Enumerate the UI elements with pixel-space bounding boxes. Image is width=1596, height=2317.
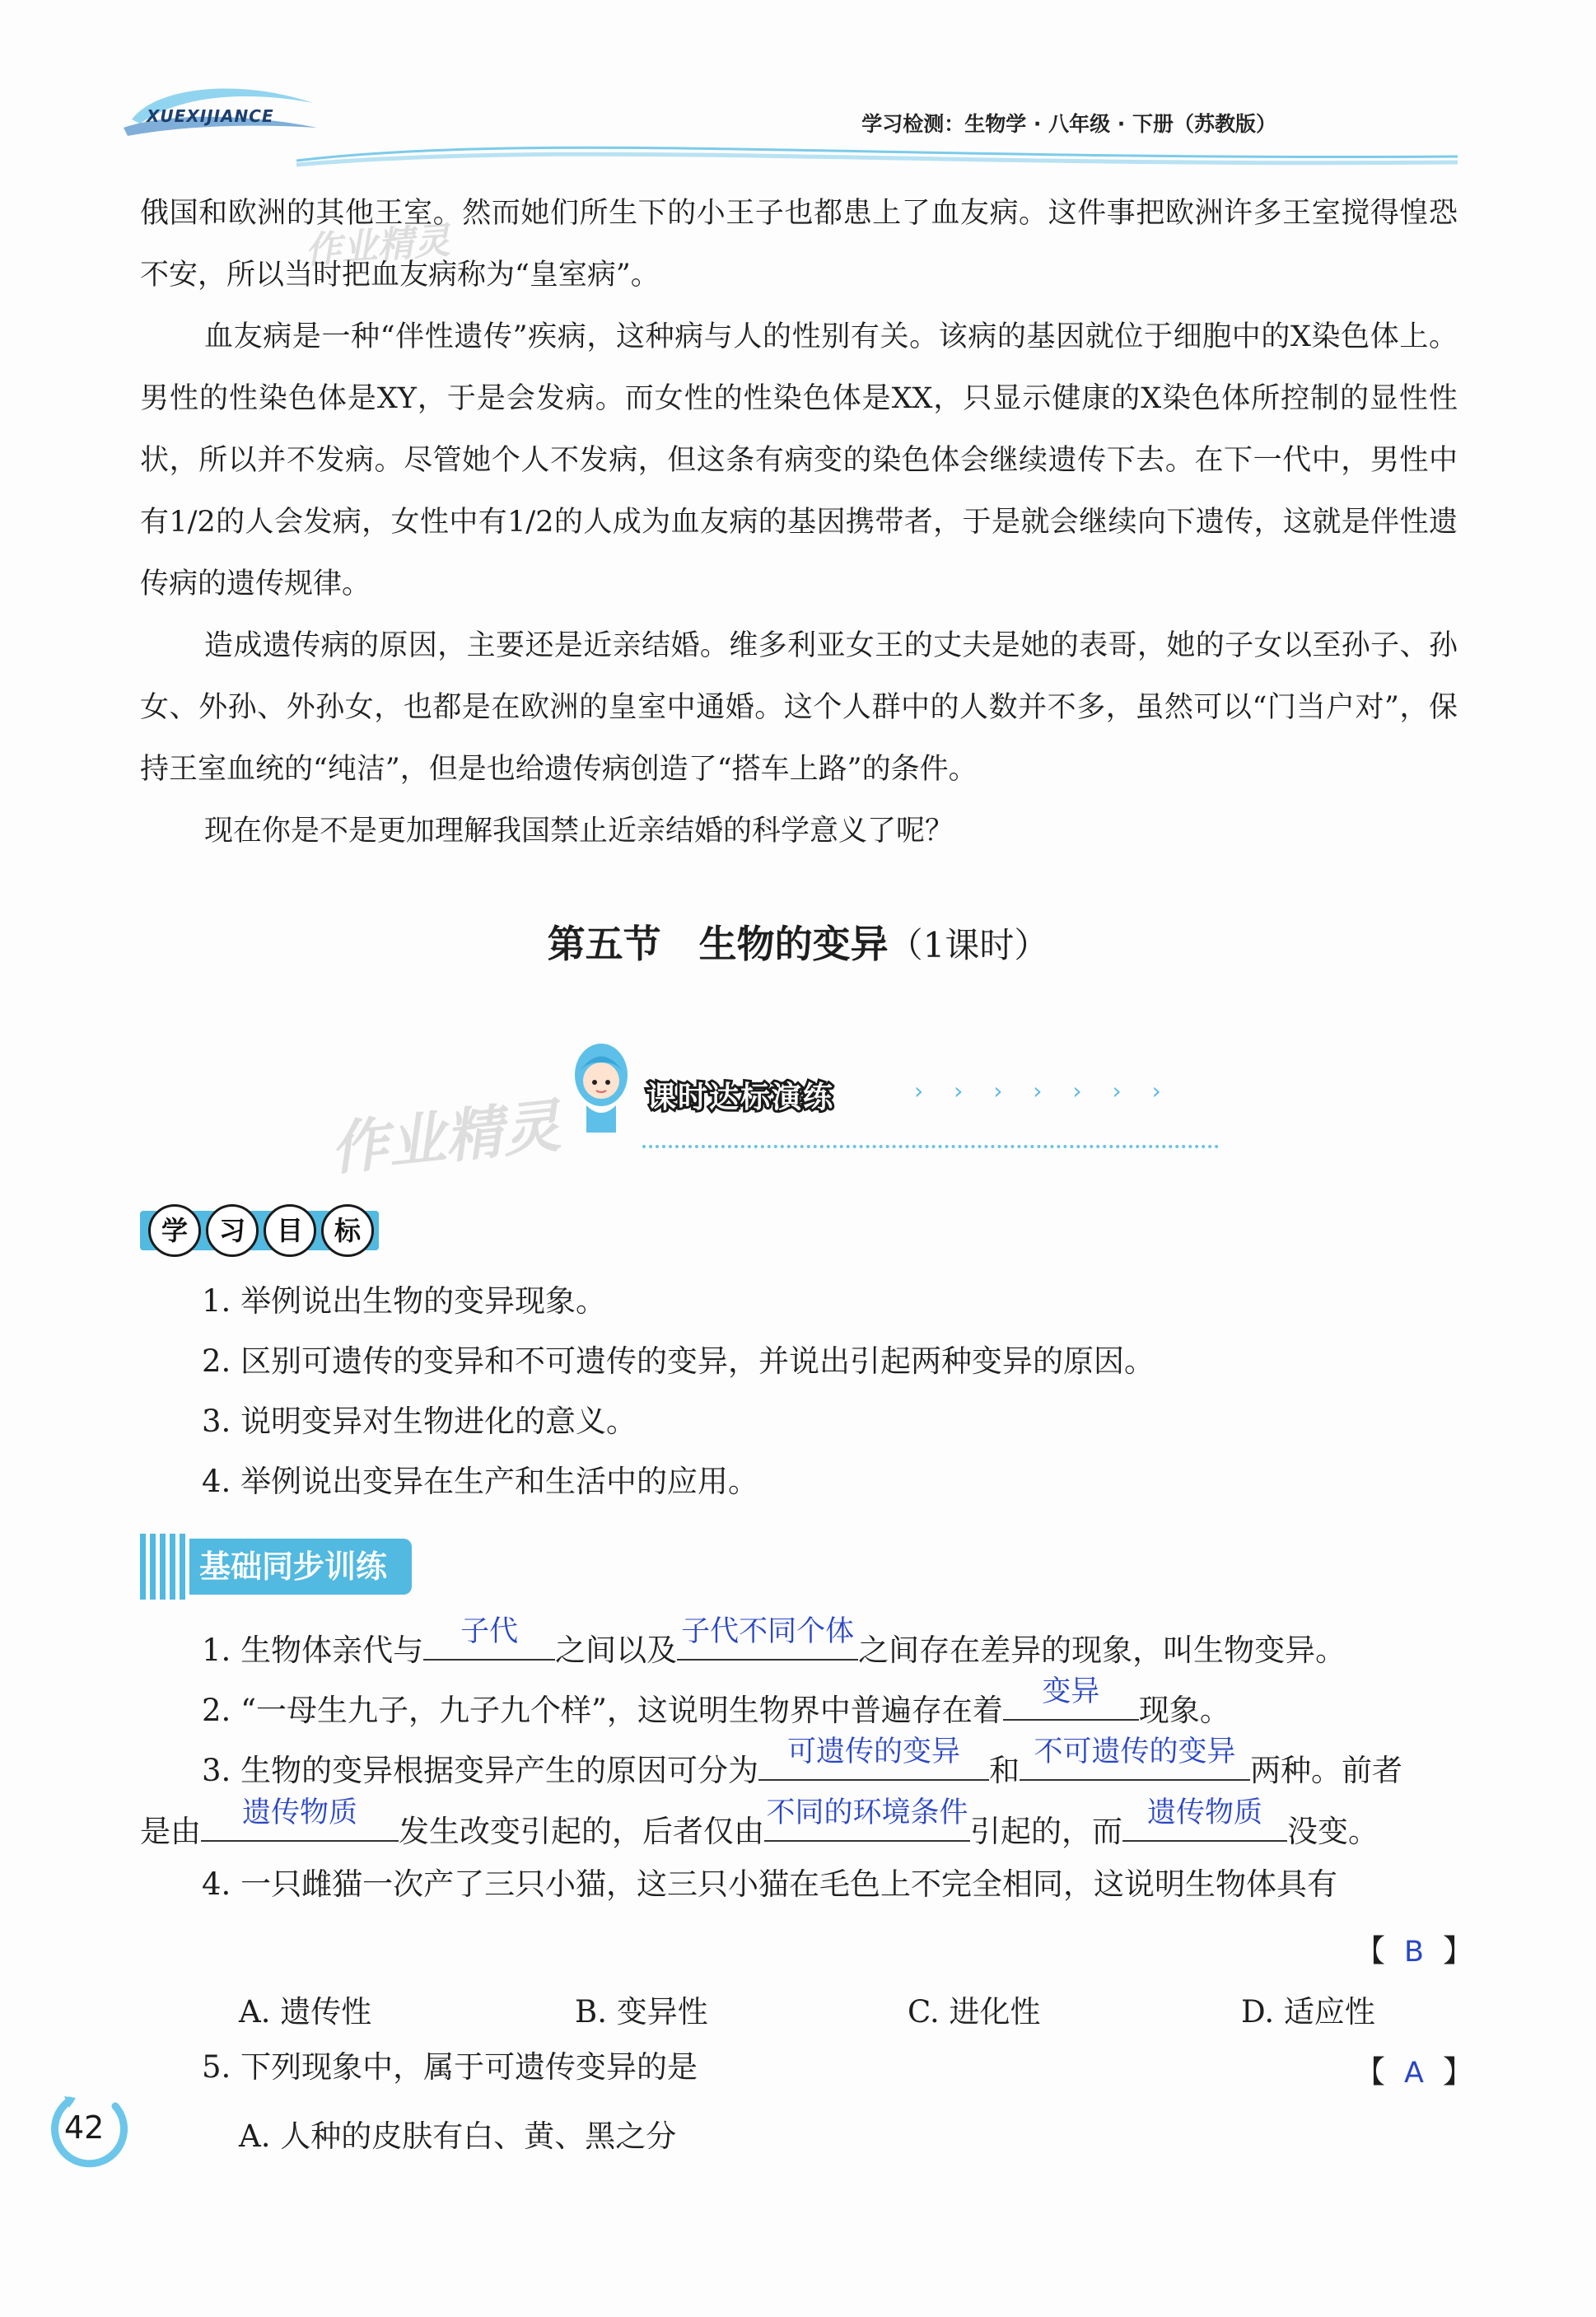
- q4-answer-bracket: [1355, 1926, 1473, 1970]
- goal-item: 3. 说明变异对生物进化的意义。: [202, 1404, 637, 1439]
- q3-text-g: 没变。: [1287, 1814, 1379, 1849]
- q3-text-d: 是由: [140, 1814, 201, 1849]
- goal-item: 1. 举例说出生物的变异现象。: [202, 1283, 607, 1319]
- q3-text-f: 引起的，而: [970, 1814, 1122, 1849]
- study-goals-list: [202, 1271, 1155, 1511]
- q4-option-c[interactable]: C. 进化性: [908, 1994, 1041, 2030]
- q3-answer-1: 可遗传的变异: [787, 1735, 961, 1768]
- watermark-top: 作业精灵: [303, 219, 451, 273]
- q1-blank-1[interactable]: [423, 1615, 555, 1661]
- banner-label: 课时达标演练: [646, 1081, 835, 1114]
- banner-arrows: › › › › › › ›: [914, 1077, 1173, 1105]
- goal-item: 4. 举例说出变异在生产和生活中的应用。: [202, 1464, 759, 1499]
- q3-blank-3[interactable]: [201, 1796, 399, 1842]
- question-1: [202, 1615, 1346, 1671]
- q1-blank-2[interactable]: [677, 1615, 858, 1661]
- question-3-line-1: [202, 1735, 1403, 1791]
- training-label-text: 基础同步训练: [189, 1539, 412, 1595]
- page-header: [107, 78, 1458, 169]
- q3-blank-5[interactable]: [1122, 1796, 1287, 1842]
- q5-option-a[interactable]: A. 人种的皮肤有白、黄、黑之分: [239, 2118, 677, 2154]
- question-2: [202, 1675, 1230, 1731]
- q3-answer-4: 不同的环境条件: [766, 1796, 968, 1829]
- q1-text-a: 1. 生物体亲代与: [202, 1633, 424, 1668]
- q3-blank-2[interactable]: [1020, 1735, 1250, 1781]
- training-stripes: [140, 1534, 189, 1600]
- q2-blank-1[interactable]: [1003, 1675, 1139, 1721]
- study-goals-char: 标: [321, 1204, 374, 1257]
- section-period: （1课时）: [888, 925, 1049, 965]
- header-title: 学习检测：生物学 · 八年级 · 下册（苏教版）: [861, 112, 1276, 136]
- question-4-stem: 4. 一只雌猫一次产了三只小猫，这三只小猫在毛色上不完全相同，这说明生物体具有: [202, 1866, 1338, 1902]
- story-paragraph-4: 现在你是不是更加理解我国禁止近亲结婚的科学意义了呢？: [204, 815, 954, 848]
- q3-blank-1[interactable]: [758, 1735, 989, 1781]
- q2-text-b: 现象。: [1138, 1693, 1230, 1728]
- study-goals-char: 学: [148, 1204, 201, 1257]
- q4-answer[interactable]: B: [1403, 1936, 1424, 1969]
- watermark-middle: 作业精灵: [327, 1091, 564, 1184]
- q4-option-b[interactable]: B. 变异性: [575, 1994, 708, 2030]
- q3-answer-3: 遗传物质: [241, 1796, 357, 1829]
- q4-option-a[interactable]: A. 遗传性: [239, 1994, 372, 2030]
- section-title: [0, 914, 1596, 969]
- bracket-open: 【: [1355, 2054, 1385, 2090]
- page-number-badge: [49, 2088, 132, 2170]
- q1-text-b: 之间以及: [555, 1633, 678, 1668]
- study-goals-char: 目: [264, 1204, 316, 1257]
- q3-answer-2: 不可遗传的变异: [1034, 1735, 1236, 1768]
- section-title-text: 第五节 生物的变异: [547, 922, 889, 966]
- q3-answer-5: 遗传物质: [1146, 1796, 1262, 1829]
- question-5-stem: 5. 下列现象中，属于可遗传变异的是: [202, 2049, 698, 2085]
- study-goals-label: [140, 1204, 379, 1254]
- q1-text-c: 之间存在差异的现象，叫生物变异。: [858, 1633, 1346, 1668]
- question-3-line-2: [140, 1796, 1379, 1852]
- q1-answer-1: 子代: [460, 1615, 519, 1648]
- story-text: [140, 183, 1458, 862]
- goal-item: 2. 区别可遗传的变异和不可遗传的变异，并说出引起两种变异的原因。: [202, 1343, 1155, 1379]
- story-paragraph-2: 血友病是一种“伴性遗传”疾病，这种病与人的性别有关。该病的基因就位于细胞中的X染色体上。男性的性染色体是XY，于是会发病。而女性的性染色体是XX，只显示健康的X染色体所控制的显性性状，所以并不发病。尽管她个人不发病，但这条有病变的染色体会继续遗传下去。在下一代中，男性中有1/2的人会发病，女性中有1/2的人成为血友病的基因携带者，于是就会继续向下遗传，这就是伴性遗传病的遗传规律。: [140, 320, 1458, 600]
- q5-answer-bracket: [1355, 2047, 1473, 2091]
- q4-option-d[interactable]: D. 适应性: [1241, 1994, 1375, 2030]
- story-paragraph-3: 造成遗传病的原因，主要还是近亲结婚。维多利亚女王的丈夫是她的表哥，她的子女以至孙子、孙女、外孙、外孙女，也都是在欧洲的皇室中通婚。这个人群中的人数并不多，虽然可以“门当户对”，保持王室血统的“纯洁”，但是也给遗传病创造了“搭车上路”的条件。: [140, 629, 1458, 786]
- bracket-close: 】: [1443, 1933, 1473, 1969]
- story-paragraph-1: 俄国和欧洲的其他王室。然而她们所生下的小王子也都患上了血友病。这件事把欧洲许多王室搅得惶恐不安，所以当时把血友病称为“皇室病”。: [140, 197, 1458, 292]
- bracket-close: 】: [1443, 2054, 1473, 2090]
- q3-blank-4[interactable]: [764, 1796, 970, 1842]
- q3-text-e: 发生改变引起的，后者仅由: [399, 1814, 764, 1849]
- q5-answer[interactable]: A: [1404, 2057, 1424, 2090]
- banner-dotted-line: [642, 1145, 1219, 1148]
- q3-text-c: 两种。前者: [1250, 1753, 1403, 1788]
- page-number: 42: [64, 2109, 105, 2146]
- cartoon-girl-icon: [568, 1038, 634, 1137]
- q3-text-a: 3. 生物的变异根据变异产生的原因可分为: [202, 1753, 759, 1788]
- logo-text: XUEXIJIANCE: [147, 106, 274, 126]
- q2-answer-1: 变异: [1042, 1675, 1100, 1708]
- q3-text-b: 和: [989, 1753, 1020, 1788]
- practice-banner: [552, 1038, 1227, 1170]
- study-goals-char: 习: [206, 1204, 259, 1257]
- bracket-open: 【: [1355, 1933, 1385, 1969]
- q2-text-a: 2. “一母生九子，九子九个样”，这说明生物界中普遍存在着: [202, 1693, 1003, 1728]
- q1-answer-2: 子代不同个体: [681, 1615, 855, 1648]
- basic-training-label: [140, 1534, 420, 1600]
